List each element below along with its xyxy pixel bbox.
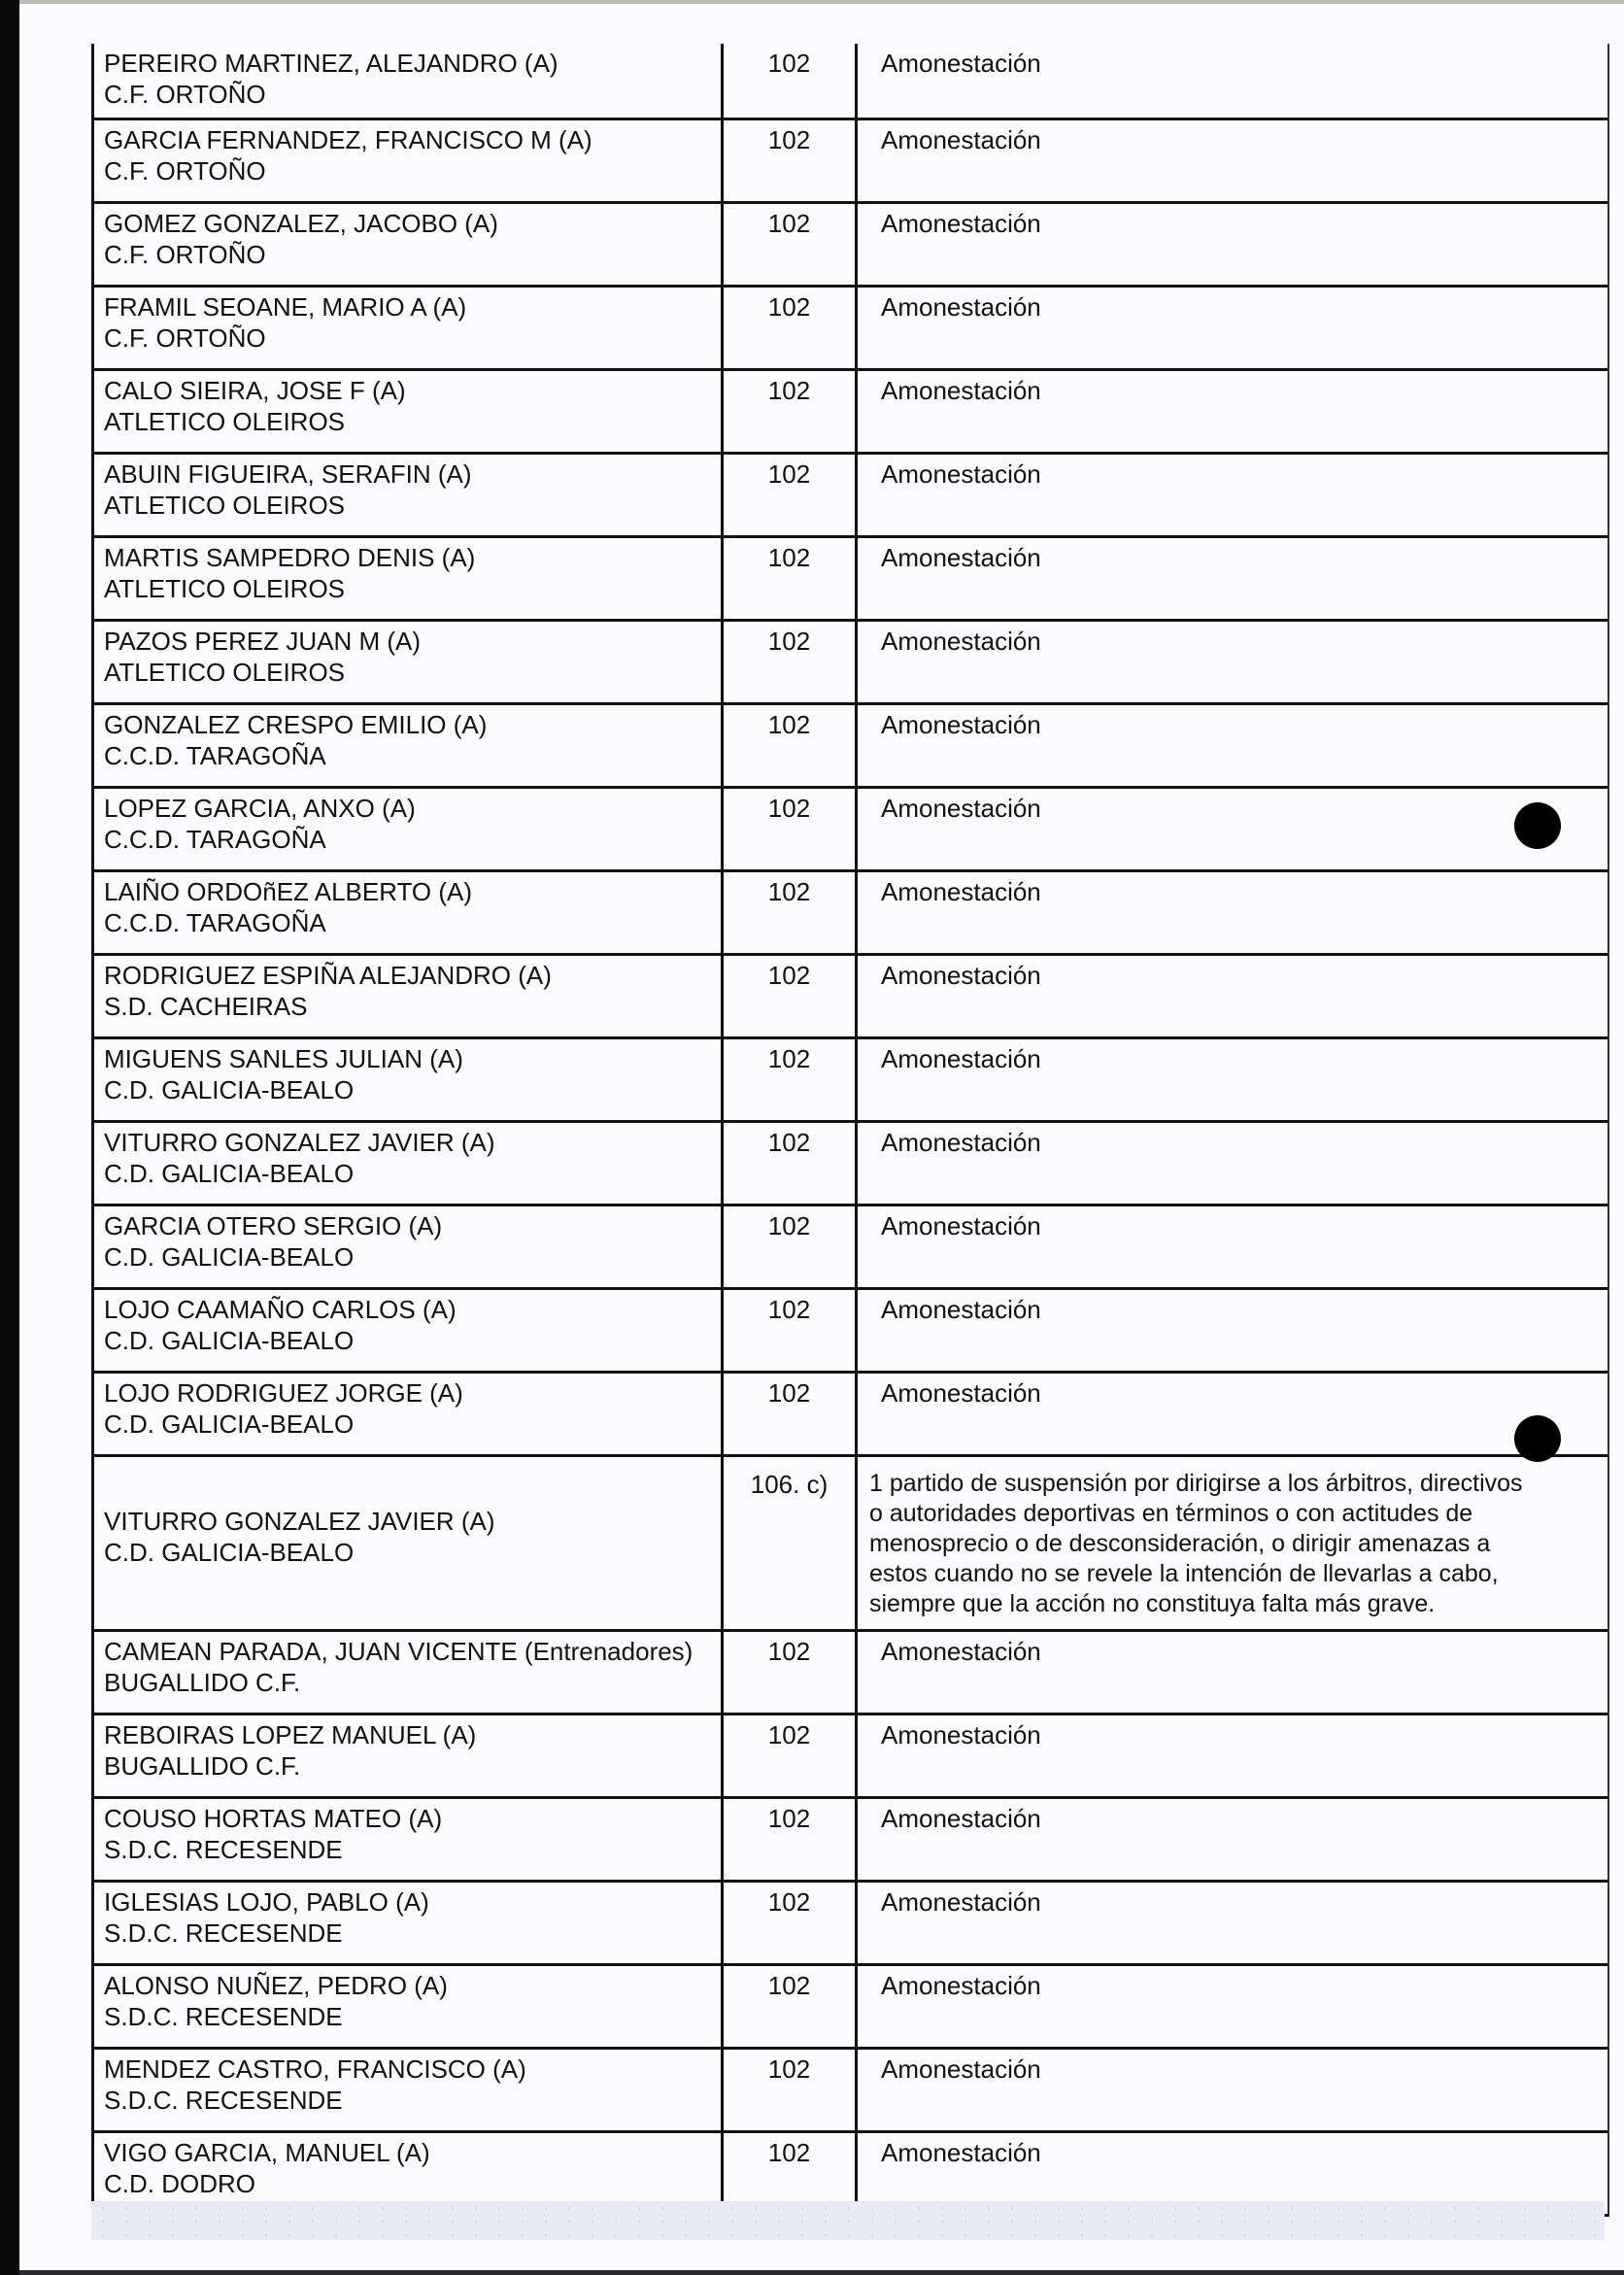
sanction-cell: Amonestación [881, 1378, 1041, 1408]
club-name: C.D. DODRO [104, 2169, 255, 2198]
sanction-cell: Amonestación [881, 794, 1041, 823]
sanction-cell: Amonestación [881, 125, 1041, 154]
player-name: VIGO GARCIA, MANUEL (A) [104, 2138, 430, 2167]
player-name: GOMEZ GONZALEZ, JACOBO (A) [104, 209, 498, 238]
sanction-line: estos cuando no se revele la intención de llevarlas a cabo, [869, 1560, 1499, 1587]
club-name: S.D.C. RECESENDE [104, 1918, 343, 1948]
player-name: LOPEZ GARCIA, ANXO (A) [104, 794, 416, 823]
player-name: COUSO HORTAS MATEO (A) [104, 1804, 443, 1833]
player-name: RODRIGUEZ ESPIÑA ALEJANDRO (A) [104, 961, 552, 990]
player-cell [94, 789, 724, 869]
table-row [94, 1713, 1607, 1796]
table-row [94, 786, 1607, 869]
player-cell [94, 538, 724, 619]
sanction-cell: Amonestación [881, 459, 1041, 489]
table-row [94, 2047, 1607, 2130]
sanction-cell: Amonestación [881, 1887, 1041, 1917]
player-name: GARCIA OTERO SERGIO (A) [104, 1211, 443, 1240]
player-name: ALONSO NUÑEZ, PEDRO (A) [104, 1971, 448, 2000]
club-name: C.D. GALICIA-BEALO [104, 1159, 355, 1188]
club-name: C.F. ORTOÑO [104, 240, 266, 269]
article-cell: 102 [724, 371, 858, 452]
player-name: ABUIN FIGUEIRA, SERAFIN (A) [104, 459, 472, 489]
sanction-cell [858, 1457, 1607, 1629]
sanction-cell: Amonestación [881, 209, 1041, 238]
player-name: CAMEAN PARADA, JUAN VICENTE (Entrenadores) [104, 1637, 694, 1666]
table-row [94, 1204, 1607, 1287]
table-row [94, 869, 1607, 953]
table-row-suspension [94, 1454, 1607, 1629]
sanction-cell: Amonestación [881, 1128, 1041, 1157]
player-name: CALO SIEIRA, JOSE F (A) [104, 376, 406, 405]
player-cell [94, 204, 724, 285]
player-cell [94, 1039, 724, 1120]
club-name: BUGALLIDO C.F. [104, 1751, 301, 1781]
sanction-line: siempre que la acción no constituya falta más grave. [869, 1590, 1436, 1617]
club-name: C.D. GALICIA-BEALO [104, 1326, 355, 1355]
table-row [94, 1036, 1607, 1120]
player-cell [94, 120, 724, 201]
table-row [94, 1371, 1607, 1454]
table-row [94, 285, 1607, 368]
scan-border-bottom [19, 2270, 1624, 2275]
sanction-cell: Amonestación [881, 1720, 1041, 1749]
table-row [94, 44, 1607, 118]
club-name: C.D. GALICIA-BEALO [104, 1538, 355, 1567]
player-cell [94, 1123, 724, 1204]
player-name: MARTIS SAMPEDRO DENIS (A) [104, 543, 476, 572]
article-cell: 102 [724, 956, 858, 1036]
player-name: VITURRO GONZALEZ JAVIER (A) [104, 1507, 495, 1536]
article-cell: 102 [724, 1039, 858, 1120]
table-row [94, 118, 1607, 201]
article-cell: 102 [724, 455, 858, 535]
player-name: PEREIRO MARTINEZ, ALEJANDRO (A) [104, 49, 558, 78]
player-name: MENDEZ CASTRO, FRANCISCO (A) [104, 2054, 526, 2084]
sanction-cell: Amonestación [881, 543, 1041, 572]
article-cell: 102 [724, 705, 858, 786]
table-row [94, 201, 1607, 285]
player-name: GONZALEZ CRESPO EMILIO (A) [104, 710, 488, 739]
article-cell: 102 [724, 872, 858, 953]
sanction-line: 1 partido de suspensión por dirigirse a los árbitros, directivos [869, 1470, 1523, 1497]
table-row [94, 1963, 1607, 2047]
sanction-cell: Amonestación [881, 376, 1041, 405]
table-row [94, 1629, 1607, 1713]
sanction-cell: Amonestación [881, 1044, 1041, 1073]
sanction-cell: Amonestación [881, 1637, 1041, 1666]
club-name: C.F. ORTOÑO [104, 323, 266, 353]
sanction-cell: Amonestación [881, 877, 1041, 906]
player-name: MIGUENS SANLES JULIAN (A) [104, 1044, 463, 1073]
table-row [94, 1120, 1607, 1204]
player-cell [94, 371, 724, 452]
sanction-cell: Amonestación [881, 1971, 1041, 2000]
club-name: S.D. CACHEIRAS [104, 992, 308, 1021]
club-name: BUGALLIDO C.F. [104, 1668, 301, 1697]
article-cell: 102 [724, 1799, 858, 1880]
player-cell [94, 1883, 724, 1963]
club-name: C.F. ORTOÑO [104, 80, 266, 109]
player-name: IGLESIAS LOJO, PABLO (A) [104, 1887, 429, 1917]
player-cell [94, 1966, 724, 2047]
sanction-cell: Amonestación [881, 1211, 1041, 1240]
sanction-cell: Amonestación [881, 2138, 1041, 2167]
article-cell: 102 [724, 1206, 858, 1287]
club-name: C.D. GALICIA-BEALO [104, 1075, 355, 1104]
sanction-cell: Amonestación [881, 2054, 1041, 2084]
sanction-cell: Amonestación [881, 961, 1041, 990]
club-name: C.C.D. TARAGOÑA [104, 908, 326, 937]
player-cell [94, 705, 724, 786]
scan-border-left [0, 0, 19, 2275]
punch-hole-mark [1514, 1415, 1561, 1462]
article-cell: 106. c) [724, 1457, 858, 1629]
article-cell: 102 [724, 1123, 858, 1204]
article-cell: 102 [724, 2050, 858, 2130]
article-cell: 102 [724, 1883, 858, 1963]
player-name: LAIÑO ORDOñEZ ALBERTO (A) [104, 877, 473, 906]
club-name: C.D. GALICIA-BEALO [104, 1242, 355, 1272]
club-name: C.C.D. TARAGOÑA [104, 825, 326, 854]
article-cell: 102 [724, 789, 858, 869]
player-cell [94, 956, 724, 1036]
player-name: LOJO RODRIGUEZ JORGE (A) [104, 1378, 463, 1408]
player-cell [94, 1799, 724, 1880]
player-name: GARCIA FERNANDEZ, FRANCISCO M (A) [104, 125, 592, 154]
player-cell [94, 455, 724, 535]
sanction-cell: Amonestación [881, 710, 1041, 739]
table-row [94, 953, 1607, 1036]
player-cell [94, 1632, 724, 1713]
club-name: C.F. ORTOÑO [104, 156, 266, 186]
player-cell [94, 44, 724, 118]
player-cell [94, 872, 724, 953]
article-cell: 102 [724, 1374, 858, 1454]
table-row [94, 1287, 1607, 1371]
club-name: ATLETICO OLEIROS [104, 407, 346, 436]
sanction-cell: Amonestación [881, 1295, 1041, 1324]
dotted-footer-band [91, 2201, 1605, 2240]
club-name: ATLETICO OLEIROS [104, 491, 346, 520]
table-row [94, 452, 1607, 535]
table-row [94, 368, 1607, 452]
sanction-line: menosprecio o de desconsideración, o dirigir amenazas a [869, 1530, 1491, 1557]
article-cell: 102 [724, 204, 858, 285]
table-row [94, 702, 1607, 786]
table-row [94, 1796, 1607, 1880]
player-cell [94, 1206, 724, 1287]
player-cell [94, 1290, 724, 1371]
club-name: C.D. GALICIA-BEALO [104, 1409, 355, 1439]
article-cell: 102 [724, 622, 858, 702]
table-row [94, 535, 1607, 619]
article-cell: 102 [724, 2133, 858, 2214]
article-cell: 102 [724, 44, 858, 118]
table-row [94, 1880, 1607, 1963]
club-name: S.D.C. RECESENDE [104, 2086, 343, 2115]
player-name: FRAMIL SEOANE, MARIO A (A) [104, 292, 467, 322]
article-cell: 102 [724, 120, 858, 201]
player-name: LOJO CAAMAÑO CARLOS (A) [104, 1295, 457, 1324]
player-cell [94, 2050, 724, 2130]
sanction-cell: Amonestación [881, 1804, 1041, 1833]
player-cell [94, 1374, 724, 1454]
table-row [94, 619, 1607, 702]
sanction-cell: Amonestación [881, 49, 1041, 78]
scan-border-top [19, 0, 1624, 4]
player-name: PAZOS PEREZ JUAN M (A) [104, 627, 421, 656]
player-cell [94, 1457, 724, 1629]
player-cell [94, 288, 724, 368]
player-name: VITURRO GONZALEZ JAVIER (A) [104, 1128, 495, 1157]
article-cell: 102 [724, 1632, 858, 1713]
player-name: REBOIRAS LOPEZ MANUEL (A) [104, 1720, 477, 1749]
player-cell [94, 622, 724, 702]
player-cell [94, 1715, 724, 1796]
article-cell: 102 [724, 1290, 858, 1371]
article-cell: 102 [724, 538, 858, 619]
punch-hole-mark [1514, 802, 1561, 849]
club-name: C.C.D. TARAGOÑA [104, 741, 326, 770]
article-cell: 102 [724, 1966, 858, 2047]
club-name: S.D.C. RECESENDE [104, 2002, 343, 2031]
article-cell: 102 [724, 288, 858, 368]
club-name: ATLETICO OLEIROS [104, 658, 346, 687]
sanction-cell: Amonestación [881, 627, 1041, 656]
article-cell: 102 [724, 1715, 858, 1796]
sanctions-table [91, 44, 1609, 2217]
club-name: ATLETICO OLEIROS [104, 574, 346, 603]
sanction-line: o autoridades deportivas en términos o con actitudes de [869, 1500, 1473, 1527]
sanction-cell: Amonestación [881, 292, 1041, 322]
club-name: S.D.C. RECESENDE [104, 1835, 343, 1864]
